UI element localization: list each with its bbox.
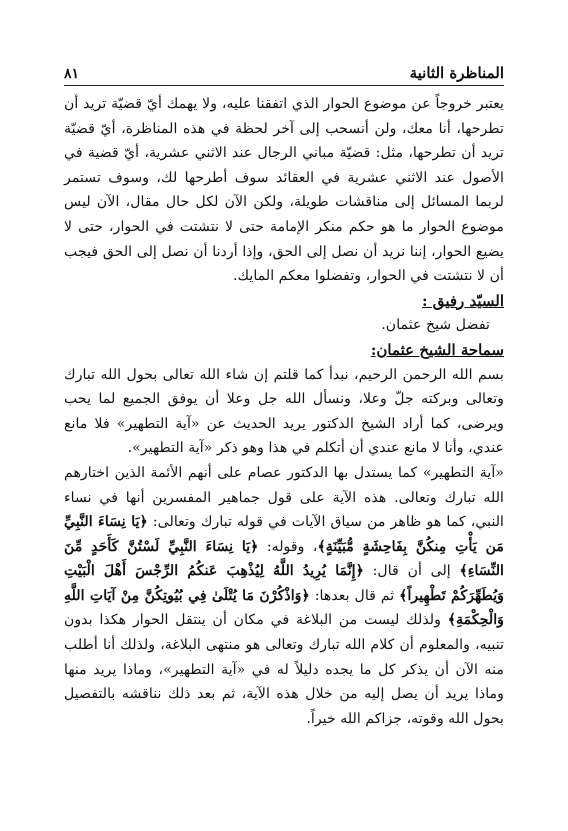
paragraph-3: بسم الله الرحمن الرحيم، نبدأ كما قلتم إن شاء الله تعالى بحول الله تبارك وتعالى وبركته جلّ وعلا، ونسأل الله جل وعلا أن يوفق الجميع لما يحب ويرضى، كما أراد الشيخ الدكتور يريد الحديث عن «آية التطهير» فلا مانع عندي، وأنا لا مانع عندي أن أتكلم في هذا وهو ذكر «آية التطهير». bbox=[64, 366, 504, 457]
speaker-label-othman: سماحة الشيخ عثمان: bbox=[370, 340, 504, 359]
quran-quote-4: ﴿وَاذْكُرْنَ مَا يُتْلَىٰ فِي بُيُوتِكُنَّ مِنْ آيَاتِ اللَّهِ وَالْحِكْمَةِ﴾ bbox=[64, 587, 504, 629]
quran-quote-3: ﴿إِنَّمَا يُرِيدُ اللَّهُ لِيُذْهِبَ عَنكُمُ الرِّجْسَ أَهْلَ الْبَيْتِ وَيُطَهِّرَكُمْ تَطْهِيراً﴾ bbox=[64, 563, 504, 604]
paragraph-4 bbox=[64, 461, 504, 732]
running-title: المناظرة الثانية bbox=[409, 64, 504, 82]
paragraph-4-part-a: «آية التطهير» كما يستدل بها الدكتور عصام على أنهم الأئمة الذين اختارهم الله تبارك وتعالى. هذه الآية على قول جماهير المفسرين أنها في نساء النبي، كما هو ظاهر من سياق الآيات في قوله تبارك وتعالى: bbox=[64, 464, 504, 531]
page-header bbox=[64, 56, 504, 86]
paragraph-4-part-c: إلى أن قال: bbox=[363, 563, 460, 580]
paragraph-4-part-b: ، وقوله: bbox=[258, 538, 318, 555]
paragraph-4-part-d: ثم قال بعدها: bbox=[309, 587, 400, 604]
speaker-label-rafiq: السيّد رفيق : bbox=[422, 291, 504, 310]
paragraph-2: تفضل شيخ عثمان. bbox=[381, 317, 490, 334]
paragraph-4-part-e: ولذلك ليست من البلاغة في مكان أن ينتقل الحوار هكذا بدون تنبيه، والمعلوم أن كلام الله تبارك وتعالى هو منتهى البلاغة، ولذلك أنا أطلب منه الآن أن يذكر كل ما يجده دليلاً له في «آية التطهير»، وماذا يريد منها وماذا يريد أن يصل إليه من خلال هذه الآية، ثم بعد ذلك نناقشه بالتفصيل بحول الله وقوته، جزاكم الله خيراً. bbox=[64, 612, 504, 727]
paragraph-1: يعتبر خروجاً عن موضوع الحوار الذي اتفقنا عليه، ولا يهمك أيّ قضيّة تريد أن تطرحها، أنا معك، ولن أنسحب إلى آخر لحظة في هذه المناظرة، أيّ قضيّة تريد أن تطرحها، مثل: قضيّة مباني الرجال عند الاثني عشرية، أيّ قضية في الأصول عند الاثني عشرية في العقائد سوف أطرحها لك، وسوف تستمر لربما المسائل إلى مناقشات طويلة، ولكن الآن لكل حال مقال، الآن ليس موضوع الحوار ما هو حكم منكر الإمامة حتى لا نتشتت في الحوار، حتى لا يضيع الحوار، إننا نريد أن نصل إلى الحق، وإذا أردنا أن نصل إلى الحق فيجب أن لا نتشتت في الحوار، وتفضلوا معكم المايك. bbox=[64, 96, 504, 285]
quran-quote-1: ﴿يَا نِسَاءَ النَّبِيِّ مَن يَأْتِ مِنكُنَّ بِفَاحِشَةٍ مُّبَيِّنَةٍ﴾ bbox=[64, 514, 504, 555]
page-body bbox=[64, 92, 504, 731]
quran-quote-2: ﴿يَا نِسَاءَ النَّبِيِّ لَسْتُنَّ كَأَحَدٍ مِّنَ النِّسَاءِ﴾ bbox=[64, 538, 504, 580]
page-number: ٨١ bbox=[64, 66, 80, 82]
